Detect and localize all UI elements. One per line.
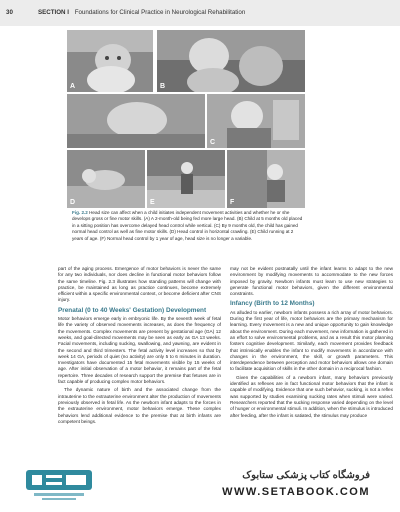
- figure-2-2: [67, 30, 305, 294]
- panel-label-f: F: [230, 199, 235, 206]
- section-heading-infancy: Infancy (Birth to 12 Months): [230, 300, 315, 308]
- page-number: 30: [6, 9, 13, 16]
- caption-text: Head size can affect when a child initiates independent movement activities and whether he or she develops gross or fine motor skills. (A) A 2-month-old being fed more large head. (B) Child at 5 months old placed in a sitting position has overcome delayed head control while vertical. (C) By 9 months old, the child has gained normal head control as well as fine motor skills. (D) Head control in horizontal crawling. (E) Child running at 2 years of age. (F) Normal head control by 1 year of age, head size is no longer a variable.: [72, 210, 303, 241]
- paragraph: Given the capabilities of a newborn infant, many behaviors previously identified as reflexes are in fact functional motor behaviors that the infant is capable of modifying. Evidence that one such behavior, sucking, is not a reflex was supported by studies examining sucking rates when stimuli were varied. Researchers reported that the sucking response varied depending on the level of hunger or environmental stimuli. In addition, when the stimulus is introduced after feeding, after the infant is satiated, the stimulus may produce: [230, 374, 393, 418]
- running-head: [38, 9, 245, 16]
- section-title: Foundations for Clinical Practice in Neurological Rehabilitation: [74, 9, 246, 16]
- photo-panel-b: [157, 30, 305, 92]
- right-column: [230, 266, 393, 421]
- photo-panel-c: [207, 94, 305, 148]
- page-header: [0, 0, 400, 26]
- panel-label-d: D: [70, 199, 76, 206]
- banner-store-title: فروشگاه کتاب پزشکی ستابوک: [242, 470, 370, 481]
- photo-panel-f: [227, 150, 305, 208]
- panel-label-c: C: [210, 139, 216, 146]
- photo-panel-a: [67, 30, 153, 92]
- setabook-logo: [24, 466, 94, 502]
- paragraph: part of the aging process. Emergence of motor behaviors is never the same for any two individuals, nor does decline in functional motor behaviors follow the same timeline. Fig. 2.3 illustrates how standing patterns will change with practice, be maintained as long as practice continues, become extremely efficient within a specific environmental context, or become deficient after CNS injury.: [58, 266, 221, 303]
- figure-number: Fig. 2.2: [72, 210, 88, 215]
- panel-label-e: E: [150, 199, 155, 206]
- paragraph: As alluded to earlier, newborn infants possess a rich array of motor behaviors. During the first year of life, motor behaviors are the primary mechanism for learning. Every movement is a new and unique opportunity to gain knowledge about the environment. During each movement, new information is gathered in an effort to solve environmental problems, and as a result this motor planning fosters cognitive development. Similarly, each movement provides feedback that intrinsically enables the infant to modify movements in accordance with changes in the environment, the skill, or growth parameters. This interdependence between perception and motor behaviors allows one domain to facilitate acquisition of skills in the other domain in a reciprocal fashion.: [230, 309, 393, 372]
- panel-label-b: B: [160, 83, 166, 90]
- left-column: [58, 266, 221, 427]
- figure-caption: [72, 210, 304, 242]
- paragraph: Motor behaviors emerge early in embryonic life. By the seventh week of fetal life the variety of observed movements increases, as does the frequency of the movements. Complex movements are present by gestational age (GA) 12 weeks, and goal-directed movements may be seen as early as GA 13 weeks. Facial movements, including sucking, swallowing, and yawning, are evident in the second and third trimesters. The fetal activity level increases so that by week 14 GA, periods of quiet (no activity) are only 5 to 6 minutes in duration. Investigators have documented 15 fetal movements visible by 15 weeks of age. After initial observation of a motor behavior, it remains part of the fetal repertoire. Three decades of research support the premise that fetuses are in fact capable of producing complex motor behaviors.: [58, 316, 221, 385]
- section-label: SECTION I: [38, 9, 69, 16]
- banner-url-link[interactable]: WWW.SETABOOK.COM: [222, 486, 370, 498]
- section-heading-prenatal: Prenatal (0 to 40 Weeks' Gestation) Development: [58, 306, 207, 314]
- photo-panel-d: [67, 150, 145, 208]
- paragraph: The dynamic nature of birth and the associated change from the intrauterine to the extrauterine environment alter the production of movements previously observed in fetal life. As the newborn infant adapts to the forces in the extrauterine environment, motor behaviors emerge. These complex behaviors lend additional evidence to the premise that at birth infants are competent beings.: [58, 387, 221, 424]
- panel-label-a: A: [70, 83, 76, 90]
- photo-panel-b-lower: [67, 94, 205, 148]
- paragraph: may not be evident postnatally until the infant learns to adapt to the new environment by modifying movements to accommodate to the new forces imposed by gravity. Newborn infants must learn to use new strategies to generate functional motor behaviors, given the different environmental constraints.: [230, 266, 393, 297]
- photo-panel-e: [147, 150, 225, 208]
